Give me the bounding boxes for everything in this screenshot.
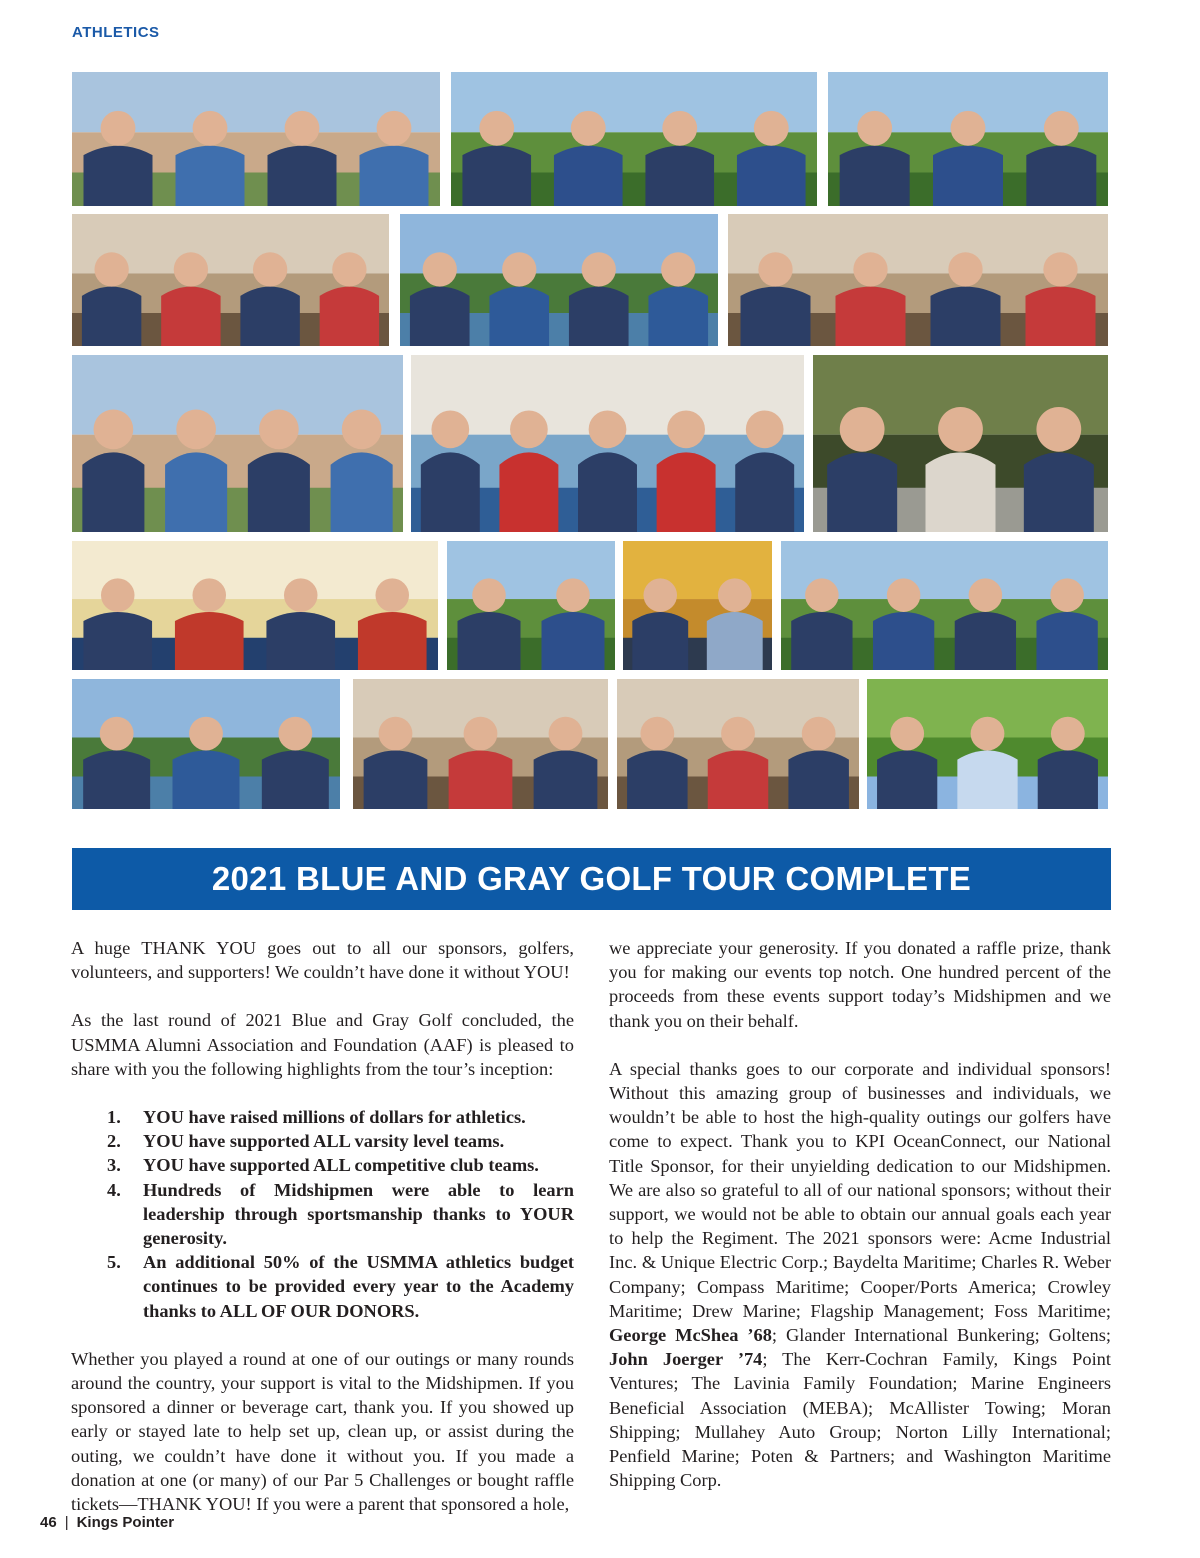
photo-four-men-blue-shirts <box>451 72 817 206</box>
photo-usmma-alumni-banner <box>411 355 804 532</box>
article-title: 2021 BLUE AND GRAY GOLF TOUR COMPLETE <box>72 848 1111 910</box>
list-item: 2. YOU have supported ALL varsity level teams. <box>107 1131 505 1152</box>
photo-golfers-on-putting-green <box>781 541 1108 670</box>
intro-paragraph: A huge THANK YOU goes out to all our sponsors, golfers, volunteers, and supporters! We couldn’t have done it without YOU! <box>71 938 574 983</box>
photo-four-golfers-pond <box>72 679 340 809</box>
publication-name: Kings Pointer <box>76 1514 175 1531</box>
photo-four-men-caps-closeup <box>72 541 438 670</box>
list-item: 3. YOU have supported ALL competitive club teams. <box>107 1155 539 1176</box>
footer-separator: | <box>64 1514 69 1531</box>
photo-three-men-flag-party <box>728 214 1108 346</box>
photo-golfers-mountain-tee <box>72 355 403 532</box>
highlights-intro-paragraph: As the last round of 2021 Blue and Gray Golf concluded, the USMMA Alumni Association and Foundation (AAF) is pleased to share with you the following highlights from the tour’s inception: <box>71 1010 574 1079</box>
photo-four-golfers-desert-course <box>72 72 440 206</box>
photo-four-golfers-lake <box>400 214 718 346</box>
photo-four-friends-clubhouse <box>72 214 389 346</box>
section-label: ATHLETICS <box>72 24 160 41</box>
photo-face-cutouts-bar <box>353 679 608 809</box>
sponsors-paragraph: A special thanks goes to our corporate and individual sponsors! Without this amazing group of businesses and individuals, we wouldn’t be able to host the high-quality outings our golfers have come to expect. Thank you to KPI OceanConnect, our National Title Sponsor, for their unyielding dedication to our Midshipmen. We are also so grateful to all of our national sponsors; without their support, we would not be able to obtain our annual goals each year to help the Regiment. The 2021 sponsors were: Acme Industrial Inc. & Unique Electric Corp.; Baydelta Maritime; Charles R. Weber Company; Compass Maritime; Cooper/Ports America; Crowley Maritime; Drew Marine; Flagship Management; Foss Maritime; George McShea ’68; Glander International Bunkering; Goltens; John Joerger ’74; The Kerr-Cochran Family, Kings Point Ventures; The Lavinia Family Foundation; Marine Engineers Beneficial Association (MEBA); McAllister Towing; Moran Shipping; Mullahey Auto Group; Norton Lilly International; Penfield Marine; Poten & Partners; and Washington Maritime Shipping Corp. <box>609 1058 1111 1491</box>
list-item: 5. An additional 50% of the USMMA athletics budget continues to be provided every year to the Academy thanks to ALL OF OUR DONORS. <box>107 1252 574 1321</box>
page-footer <box>40 1514 174 1531</box>
page-number: 46 <box>40 1514 57 1531</box>
list-item: 4. Hundreds of Midshipmen were able to learn leadership through sportsmanship thanks to YOUR generosity. <box>107 1179 574 1249</box>
photo-batman-superman-costumes <box>617 679 859 809</box>
photo-man-yellow-building <box>623 541 772 670</box>
article-column-left <box>71 936 574 1540</box>
list-item: 1. YOU have raised millions of dollars for athletics. <box>107 1107 526 1128</box>
photo-two-men-sunglasses <box>447 541 615 670</box>
highlights-list <box>71 1105 574 1323</box>
photo-cardboard-face-cutouts-cart <box>813 355 1108 532</box>
article-column-right <box>609 936 1111 1516</box>
generosity-paragraph: we appreciate your generosity. If you donated a raffle prize, thank you for making our events top notch. One hundred percent of the proceeds from these events support today’s Midshipmen and we thank you on their behalf. <box>609 938 1111 1031</box>
photo-blue-convertible-grass <box>867 679 1108 809</box>
support-paragraph: Whether you played a round at one of our outings or many rounds around the country, your support is vital to the Midshipmen. If you sponsored a dinner or beverage cart, thank you. If you showed up early or stayed late to help set up, clean up, or assist during the outing, we couldn’t have done it without you. If you made a donation at one (or many) of our Par 5 Challenges or bought raffle tickets—THANK YOU! If you were a parent that sponsored a hole, <box>71 1348 574 1515</box>
photo-three-men-red-white-blue <box>828 72 1108 206</box>
